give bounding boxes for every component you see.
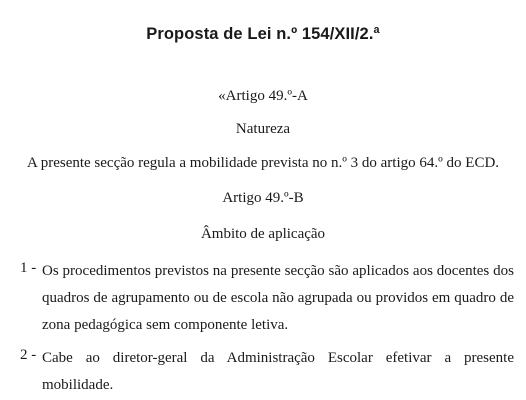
article-49a-body: A presente secção regula a mobilidade prevista no n.º 3 do artigo 64.º do ECD. bbox=[26, 155, 500, 171]
list-item-text: Os procedimentos previstos na presente secção são aplicados aos docentes dos quadros de agrupamento ou de escola não agrupada ou providos em quadro de zona pedagógica sem componente letiva. bbox=[42, 263, 514, 333]
article-49b-heading: Artigo 49.º-B bbox=[222, 190, 304, 206]
document-title: Proposta de Lei n.º 154/XII/2.ª bbox=[146, 25, 380, 43]
article-49a-subheading: Natureza bbox=[235, 121, 291, 137]
list-item-number: 2 - bbox=[20, 347, 37, 363]
article-49b-subheading: Âmbito de aplicação bbox=[200, 226, 326, 242]
article-49a-heading: «Artigo 49.º-A bbox=[218, 88, 308, 104]
list-item-number: 1 - bbox=[20, 260, 37, 276]
list-item-text: Cabe ao diretor-geral da Administração Escolar efetivar a presente mobilidade. bbox=[42, 350, 514, 393]
